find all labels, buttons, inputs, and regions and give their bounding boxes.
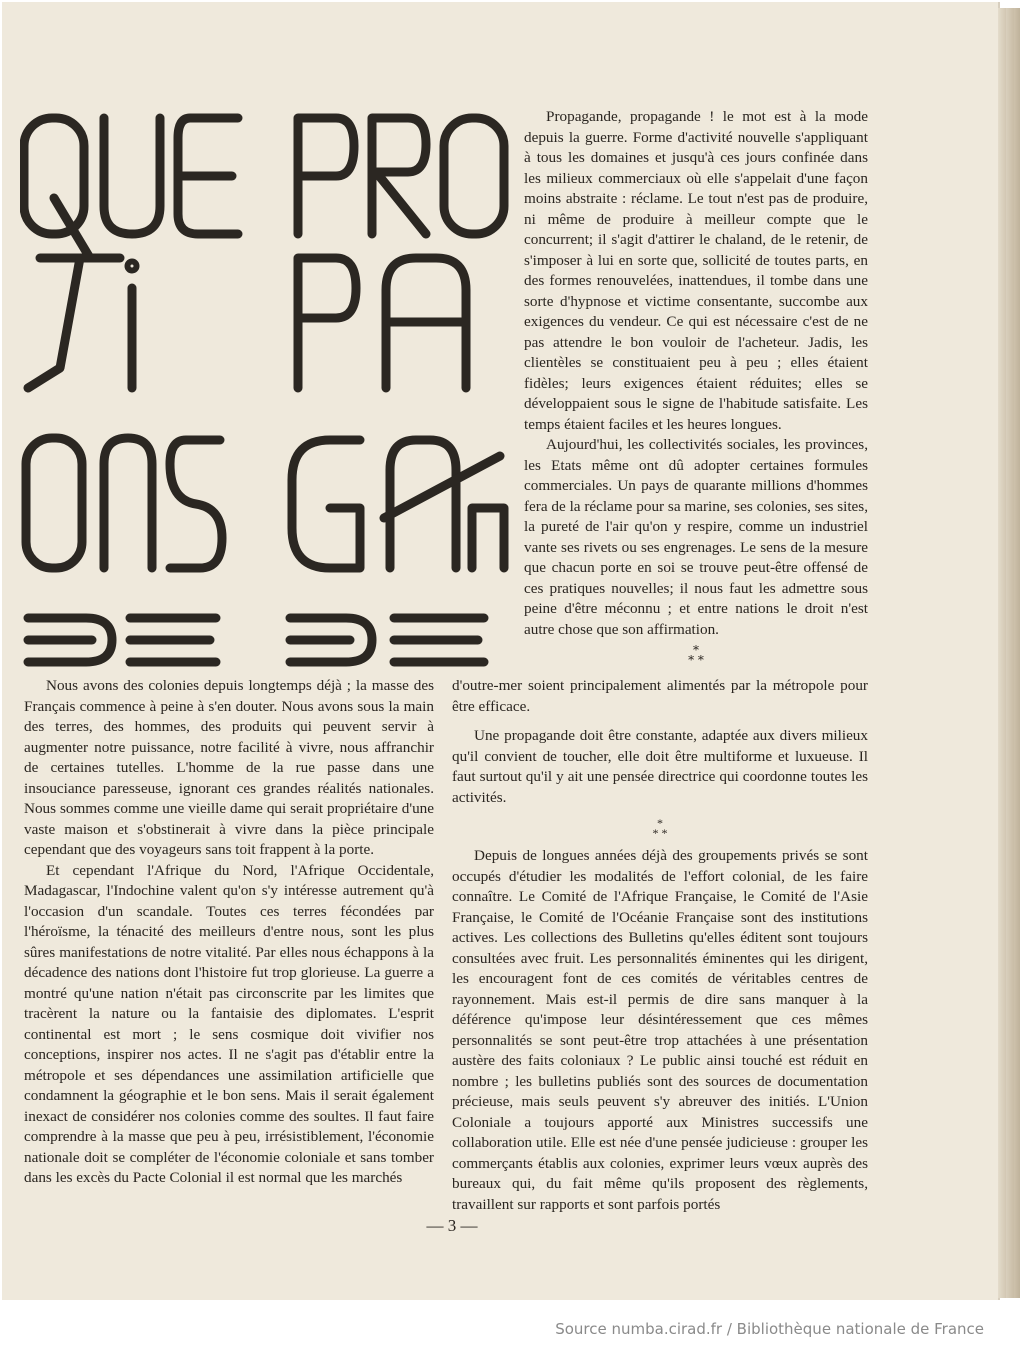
right-column-intro	[524, 107, 868, 640]
paragraph-une-propagande: Une propagande doit être constante, adaptée aux divers milieux qu'il convient de toucher, elle doit être multiforme et luxueuse. Il faut surtout qu'il y ait une pensée directrice qui coordonne toutes les activités.	[452, 727, 868, 806]
title-lettering-artwork	[20, 108, 510, 668]
source-attribution: Source numba.cirad.fr / Bibliothèque nationale de France	[555, 1320, 984, 1338]
page-edge	[1014, 8, 1020, 1298]
asterism-bottom-stars: * *	[688, 653, 704, 667]
right-column-continued	[452, 676, 868, 1215]
asterism-top-star: *	[657, 816, 663, 830]
title-row-que-pro	[24, 118, 504, 258]
asterism-bottom-stars: * *	[652, 826, 668, 840]
paragraph-nous-avons: Nous avons des colonies depuis longtemps déjà ; la masse des Français commence à peine à s'en douter. Nous avons sous la main des terres, des hommes, des produits qui peuvent servir à augmenter notre puissance, notre facilité à vivre, nous affranchir de certaines tutelles. L'homme de la rue passe dans une insouciance paresseuse, ignorant ces grandes réalités nationales. Nous sommes comme une vieille dame qui serait propriétaire d'une vaste maison et s'obstinerait à vivre dans la pièce principale cependant que des voyageurs sans toit frappent à la porte.	[24, 677, 434, 858]
decorative-title-que-propagande	[20, 108, 510, 668]
page-edge	[1006, 8, 1014, 1298]
paragraph-et-cependant: Et cependant l'Afrique du Nord, l'Afrique Occidentale, Madagascar, l'Indochine valent qu'on s'y intéresse autrement qu'à l'occasion d'un scandale. Toutes ces terres fécondées par l'héroïsme, la ténacité des meilleurs d'entre nous, sont les plus sûres manifestations de notre vitalité. Par elles nous échappons à la décadence des nations dont l'histoire fut trop glorieuse. La guerre a montré qu'une nation n'était pas circonscrite par les limites que tracèrent la nature ou la fantaisie des diplomates. L'esprit continental est mort ; le sens cosmique doit vivifier nos conceptions, inspirer nos actes. Il ne s'agit pas d'établir entre la métropole et ses dépendances une assimilation artificielle que condamnent la géographie et le bon sens. Mais il serait également inexact de considérer nos colonies comme des soultes. Il faut faire comprendre à la masse que peu à peu, irrésistiblement, l'économie nationale doit se compléter de l'économie coloniale et sans tomber dans les excès du Pacte Colonial il est normal que les marchés	[24, 861, 434, 1186]
section-asterism	[656, 645, 736, 665]
paragraph-propagande: Propagande, propagande ! le mot est à la mode depuis la guerre. Forme d'activité nouvelle s'appliquant à tous les domaines et jusqu'à ces jours confinée dans les milieux commerciaux où elle s'appelait d'une façon moins abstraite : réclame. Le tout n'est pas de produire, ni même de produire à meilleur compte que le concurrent; il s'agit d'attirer le chaland, de le retenir, de s'imposer à lui en sorte que, sollicité de toutes parts, en des formes renouvelées, inattendues, il tombe dans une sorte d'hypnose et victime consentante, succombe aux exigences du vendeur. Ce qui est nécessaire c'est de ne pas attendre le bon vouloir de l'acheteur. Jadis, les clientèles se constituaient peu à peu ; elles étaient fidèles; leurs exigences étaient réduites; elles se développaient sous le signe de l'habitude satisfaite. Les temps étaient faciles et les heures longues.	[524, 108, 868, 433]
title-row-de-de	[28, 618, 484, 662]
title-row-ti-pa	[28, 258, 466, 388]
title-row-ons-gan	[26, 438, 504, 568]
page-edge	[998, 8, 1006, 1298]
page-number: — 3 —	[426, 1216, 478, 1235]
left-column-colonies	[24, 676, 434, 1189]
paragraph-depuis-de-longues: Depuis de longues années déjà des groupements privés se sont occupés d'étudier les modalités de l'effort colonial, de les faire connaître. Le Comité de l'Afrique Française, le Comité de l'Asie Française, le Comité de l'Océanie Française sont des institutions actives. Les collections des Bulletins qu'elles éditent sont toujours consultées avec fruit. Les personnalités éminentes qui les dirigent, les encouragent font de ces comités de véritables centres de rayonnement. Mais est-il permis de dire sans manquer à la déférence qu'impose leur désintéressement que ces mêmes personnalités se sont peut-être trop attachées à une présentation austère des faits coloniaux ? Le public ainsi touché est réduit en nombre ; les bulletins publiés sont des sources de documentation précieuse, mais seuls peuvent s'y abreuver des initiés. L'Union Coloniale a toujours apporté aux Ministres successifs une collaboration utile. Elle est née d'une pensée judicieuse : grouper les commerçants établis aux colonies, exprimer leurs vœux auprès des bureaux qui, du fait même qu'ils proposent des règlements, travaillent sur rapports et sont parfois portés	[452, 847, 868, 1213]
asterism-top-star: *	[693, 643, 699, 657]
paragraph-aujourdhui: Aujourd'hui, les collectivités sociales, les provinces, les Etats même ont dû adopter certaines formules commerciales. Un pays de quarante millions d'hommes fera de la réclame pour sa marine, ses colonies, ses sites, la pureté de l'air qu'on y respire, comme un industriel vante ses rivets ou ses engrenages. Le sens de la mesure que chacun porte en soi se trouve peut-être offensé de ces pratiques nouvelles; il nous faut les admettre sous peine d'être méconnu ; et entre nations le droit n'est autre chose que son affirmation.	[524, 436, 868, 638]
paragraph-outre-mer: d'outre-mer soient principalement alimentés par la métropole pour être efficace.	[452, 677, 868, 715]
section-asterism-2	[452, 818, 868, 838]
